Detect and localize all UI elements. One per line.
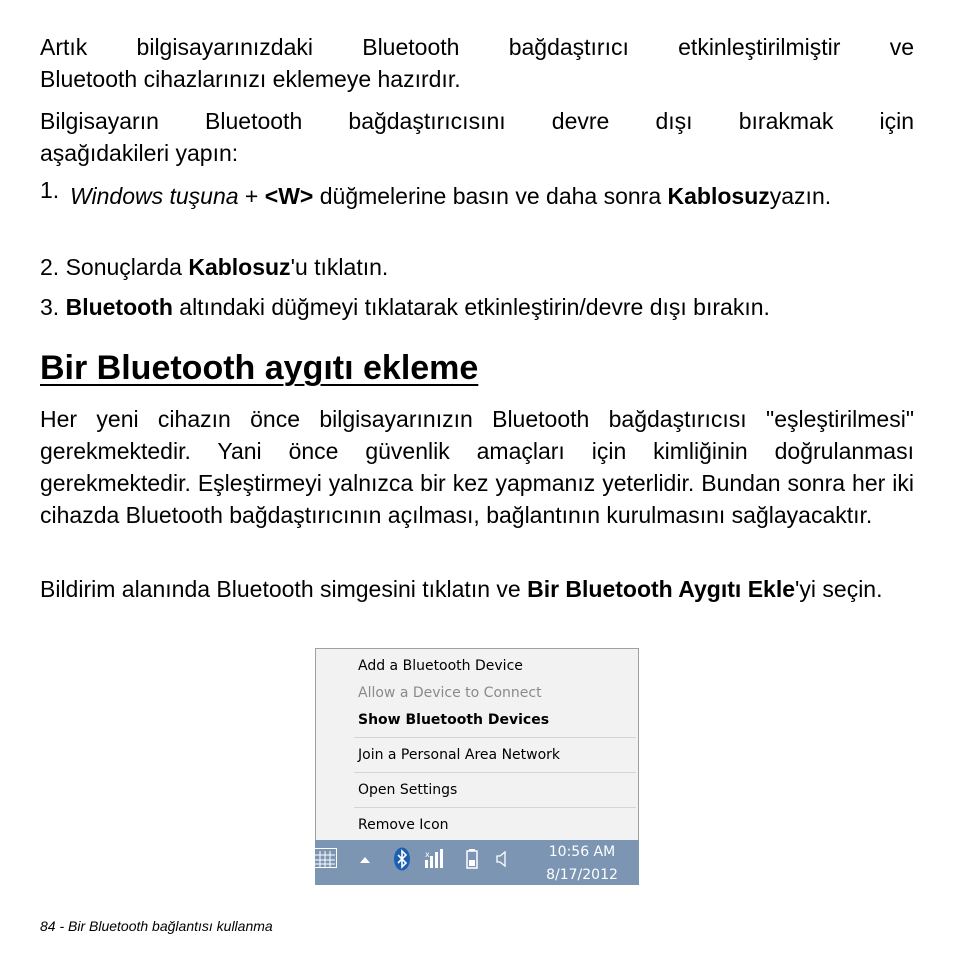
svg-text:x: x xyxy=(425,850,430,859)
section-heading: Bir Bluetooth aygıtı ekleme xyxy=(40,349,479,387)
step-number: 3. xyxy=(40,294,60,320)
tray-date[interactable]: 8/17/2012 xyxy=(546,867,618,883)
step-text: Sonuçlarda Kablosuz'u tıklatın. xyxy=(59,254,389,280)
keyboard-icon[interactable] xyxy=(315,848,337,868)
menu-separator xyxy=(354,772,636,773)
bluetooth-icon[interactable] xyxy=(393,847,411,871)
intro-line-2: Bluetooth cihazlarınızı eklemeye hazırdır. xyxy=(40,66,461,92)
step-number: 1. xyxy=(40,177,60,203)
step-3 xyxy=(40,291,914,323)
step-text: Windows tuşuna + <W> düğmelerine basın ve daha sonra Kablosuzyazın. xyxy=(70,183,832,209)
tray-time[interactable]: 10:56 AM xyxy=(548,844,616,860)
bluetooth-context-menu xyxy=(315,648,639,842)
page-footer: 84 - Bir Bluetooth bağlantısı kullanma xyxy=(40,918,273,934)
step-text: Bluetooth altındaki düğmeyi tıklatarak etkinleştirin/devre dışı bırakın. xyxy=(59,294,770,320)
step-2 xyxy=(40,251,914,283)
menu-item-open-settings[interactable]: Open Settings xyxy=(358,782,458,798)
menu-item-allow-connect: Allow a Device to Connect xyxy=(358,685,542,701)
intro-line-1: Artık bilgisayarınızdaki Bluetooth bağdaştırıcı etkinleştirilmiştir ve xyxy=(40,34,914,60)
battery-icon[interactable] xyxy=(465,848,479,870)
speaker-icon[interactable] xyxy=(495,849,511,869)
menu-item-show-devices[interactable]: Show Bluetooth Devices xyxy=(358,712,550,728)
step-number: 2. xyxy=(40,254,60,280)
disable-line-1: Bilgisayarın Bluetooth bağdaştırıcısını devre dışı bırakmak için xyxy=(40,108,914,134)
notification-paragraph: Bildirim alanında Bluetooth simgesini tıklatın ve Bir Bluetooth Aygıtı Ekle'yi seçin. xyxy=(40,576,883,602)
signal-icon[interactable] xyxy=(423,848,445,870)
menu-separator xyxy=(354,807,636,808)
menu-item-add-device[interactable]: Add a Bluetooth Device xyxy=(358,658,523,674)
menu-item-remove-icon[interactable]: Remove Icon xyxy=(358,817,449,833)
disable-line-2: aşağıdakileri yapın: xyxy=(40,140,239,166)
menu-item-join-pan[interactable]: Join a Personal Area Network xyxy=(358,747,561,763)
system-tray xyxy=(315,840,639,885)
bluetooth-menu-screenshot xyxy=(315,648,639,885)
menu-separator xyxy=(354,737,636,738)
chevron-up-icon[interactable] xyxy=(359,855,371,865)
pairing-paragraph: Her yeni cihazın önce bilgisayarınızın Bluetooth bağdaştırıcısı "eşleştirilmesi" gerekmektedir. Yani önce güvenlik amaçları için kimliğinin doğrulanması gerekmektedir. Eşleştirmeyi yalnızca bir kez yapmanız yeterlidir. Bundan sonra her iki cihazda Bluetooth bağdaştırıcının açılması, bağlantının kurulmasını sağlayacaktır. xyxy=(40,406,914,528)
step-1 xyxy=(40,177,914,212)
